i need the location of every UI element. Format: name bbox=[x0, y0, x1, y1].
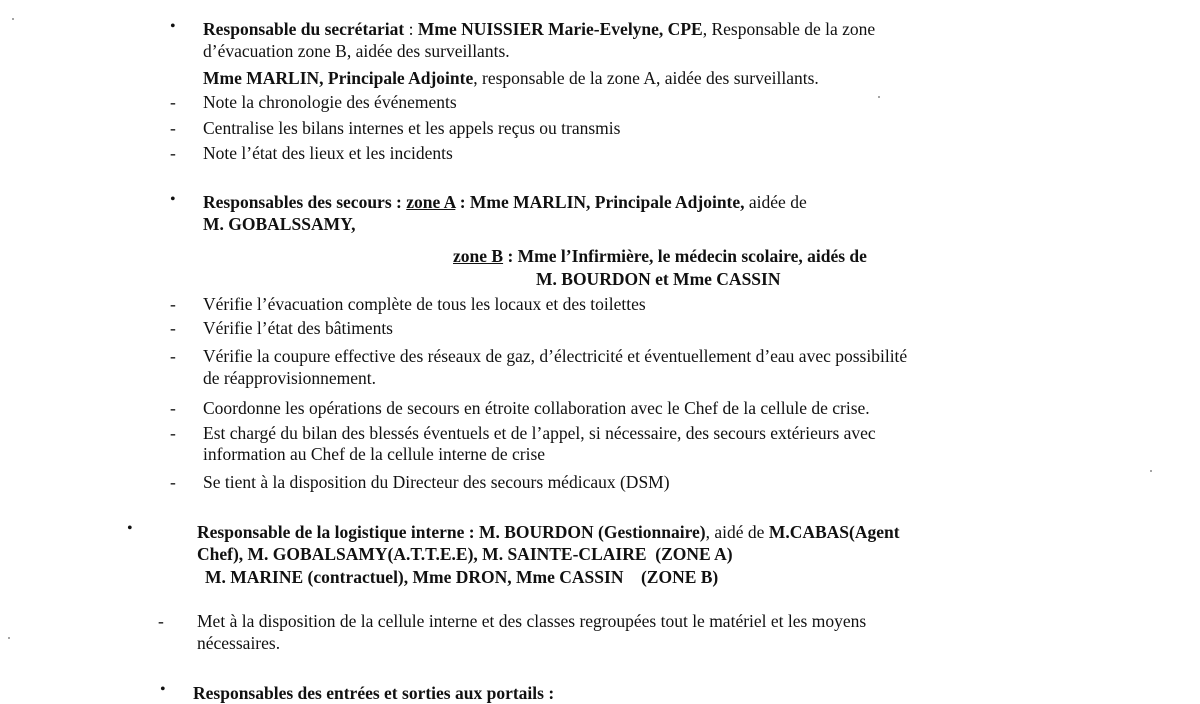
secretariat-task: Centralise les bilans internes et les appels reçus ou transmis bbox=[203, 118, 621, 138]
secretariat-line2 bbox=[203, 67, 819, 89]
secretariat-heading bbox=[203, 18, 875, 40]
secours-task-cont: de réapprovisionnement. bbox=[203, 368, 377, 388]
scan-speck bbox=[8, 637, 10, 639]
secretariat-role1-cont: d’évacuation zone B, aidée des surveillants. bbox=[203, 41, 510, 61]
logistique-agent: M.CABAS(Agent bbox=[768, 522, 900, 542]
secours-zone-b-cont: M. BOURDON et Mme CASSIN bbox=[536, 269, 781, 289]
bullet-secours: • bbox=[170, 191, 176, 208]
secretariat-person1: Mme NUISSIER Marie-Evelyne, CPE bbox=[417, 19, 703, 39]
dash: - bbox=[170, 472, 176, 492]
bullet-portails: • bbox=[160, 681, 166, 698]
secretariat-person2: Mme MARLIN, Principale Adjointe bbox=[203, 68, 474, 88]
secours-task: Se tient à la disposition du Directeur des secours médicaux (DSM) bbox=[203, 472, 670, 492]
secours-task: Vérifie la coupure effective des réseaux de gaz, d’électricité et éventuellement d’eau avec possibilité bbox=[203, 346, 908, 366]
logistique-task: Met à la disposition de la cellule interne et des classes regroupées tout le matériel et les moyens bbox=[197, 611, 867, 631]
secours-zone-a-tail: aidée de bbox=[744, 192, 807, 212]
dash: - bbox=[170, 398, 176, 418]
secours-task-cont: information au Chef de la cellule interne de crise bbox=[203, 444, 546, 464]
secretariat-label: Responsable du secrétariat bbox=[203, 19, 405, 39]
logistique-line3: M. MARINE (contractuel), Mme DRON, Mme CASSIN (ZONE B) bbox=[205, 567, 719, 587]
secours-task: Coordonne les opérations de secours en étroite collaboration avec le Chef de la cellule de crise. bbox=[203, 398, 870, 418]
scan-speck bbox=[878, 96, 880, 98]
secours-zone-b bbox=[453, 245, 867, 267]
logistique-mid: , aidé de bbox=[705, 522, 769, 542]
secretariat-task: Note l’état des lieux et les incidents bbox=[203, 143, 453, 163]
secretariat-colon: : bbox=[404, 19, 418, 39]
bullet-secretariat: • bbox=[170, 18, 176, 35]
dash: - bbox=[170, 92, 176, 112]
secretariat-role1: , Responsable de la zone bbox=[702, 19, 876, 39]
portails-label: Responsables des entrées et sorties aux portails : bbox=[193, 683, 555, 703]
secours-heading bbox=[203, 191, 807, 213]
logistique-label: Responsable de la logistique interne : M. BOURDON (Gestionnaire) bbox=[197, 522, 706, 542]
logistique-task-cont: nécessaires. bbox=[197, 633, 281, 653]
secours-label: Responsables des secours : bbox=[203, 192, 407, 212]
secours-task: Vérifie l’évacuation complète de tous les locaux et des toilettes bbox=[203, 294, 646, 314]
dash: - bbox=[170, 294, 176, 314]
dash: - bbox=[170, 423, 176, 443]
secours-zone-a-label: zone A bbox=[406, 192, 456, 212]
dash: - bbox=[170, 118, 176, 138]
logistique-line2: Chef), M. GOBALSAMY(A.T.T.E.E), M. SAINTE-CLAIRE (ZONE A) bbox=[197, 544, 733, 564]
dash: - bbox=[158, 611, 164, 631]
dash: - bbox=[170, 346, 176, 366]
secours-zone-a-cont: M. GOBALSSAMY, bbox=[203, 214, 356, 234]
secretariat-task: Note la chronologie des événements bbox=[203, 92, 457, 112]
secours-task: Est chargé du bilan des blessés éventuels et de l’appel, si nécessaire, des secours extérieurs avec bbox=[203, 423, 876, 443]
dash: - bbox=[170, 143, 176, 163]
dash: - bbox=[170, 318, 176, 338]
scan-speck bbox=[1150, 470, 1152, 472]
secours-zone-a-text: : Mme MARLIN, Principale Adjointe, bbox=[455, 192, 745, 212]
secours-task: Vérifie l’état des bâtiments bbox=[203, 318, 393, 338]
secours-zone-b-label: zone B bbox=[453, 246, 504, 266]
bullet-logistique: • bbox=[127, 520, 133, 537]
logistique-heading bbox=[197, 521, 900, 543]
secretariat-role2: , responsable de la zone A, aidée des surveillants. bbox=[473, 68, 819, 88]
scan-speck bbox=[12, 18, 14, 20]
secours-zone-b-text: : Mme l’Infirmière, le médecin scolaire, aidés de bbox=[503, 246, 867, 266]
